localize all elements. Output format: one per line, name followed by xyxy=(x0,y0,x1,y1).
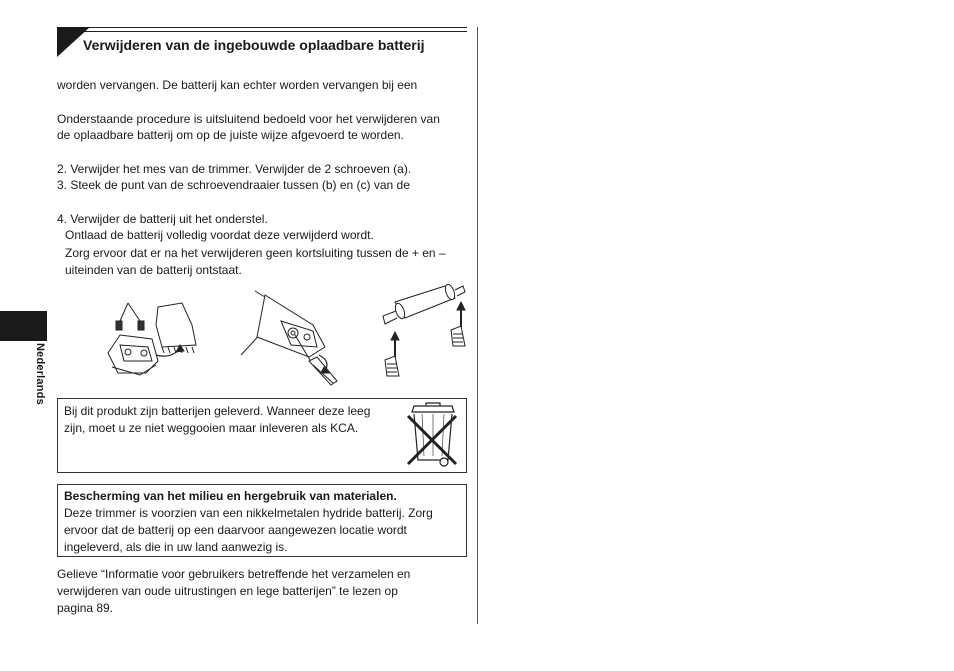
notice-line-2: zijn, moet u ze niet weggooien maar inleveren als KCA. xyxy=(64,421,359,435)
header-rule-inner xyxy=(80,31,467,32)
battery-notice-box xyxy=(57,398,467,473)
step-4: 4. Verwijder de batterij uit het onderstel. xyxy=(57,212,268,226)
step-4-note-1: Ontlaad de batterij volledig voordat deze verwijderd wordt. xyxy=(65,228,374,242)
environment-line-2: ervoor dat de batterij op een daarvoor aangewezen locatie wordt xyxy=(64,523,407,537)
section-title: Verwijderen van de ingebouwde oplaadbare batterij xyxy=(83,37,425,53)
step-2: 2. Verwijder het mes van de trimmer. Verwijder de 2 schroeven (a). xyxy=(57,162,412,176)
side-tab-label: Nederlands xyxy=(34,343,46,405)
screwdriver-pry-illustration xyxy=(235,285,345,390)
procedure-line-1: Onderstaande procedure is uitsluitend bedoeld voor het verwijderen van xyxy=(57,112,440,126)
trimmer-screws-illustration xyxy=(100,295,210,380)
crossed-out-wheelie-bin-icon xyxy=(404,404,462,468)
column-divider xyxy=(477,27,478,624)
environment-box xyxy=(57,484,467,557)
header-rule-top xyxy=(57,27,467,28)
step-4-note-2: Zorg ervoor dat er na het verwijderen geen kortsluiting tussen de + en – xyxy=(65,246,446,260)
footer-line-2: verwijderen van oude uitrustingen en lege batterijen” te lezen op xyxy=(57,584,398,598)
side-tab-marker xyxy=(0,311,47,341)
footer-line-1: Gelieve “Informatie voor gebruikers betreffende het verzamelen en xyxy=(57,567,411,581)
footer-line-3: pagina 89. xyxy=(57,601,114,615)
step-3: 3. Steek de punt van de schroevendraaier tussen (b) en (c) van de xyxy=(57,178,410,192)
environment-line-1: Deze trimmer is voorzien van een nikkelmetalen hydride batterij. Zorg xyxy=(64,506,433,520)
notice-line-1: Bij dit produkt zijn batterijen geleverd. Wanneer deze leeg xyxy=(64,404,371,418)
environment-line-3: ingeleverd, als die in uw land aanwezig is. xyxy=(64,540,288,554)
battery-removal-illustration xyxy=(375,280,470,380)
step-4-note-3: uiteinden van de batterij ontstaat. xyxy=(65,263,242,277)
procedure-line-2: de oplaadbare batterij om op de juiste wijze afgevoerd te worden. xyxy=(57,128,404,142)
environment-heading: Bescherming van het milieu en hergebruik van materialen. xyxy=(64,489,397,503)
body-line-1: worden vervangen. De batterij kan echter worden vervangen bij een xyxy=(57,78,418,92)
